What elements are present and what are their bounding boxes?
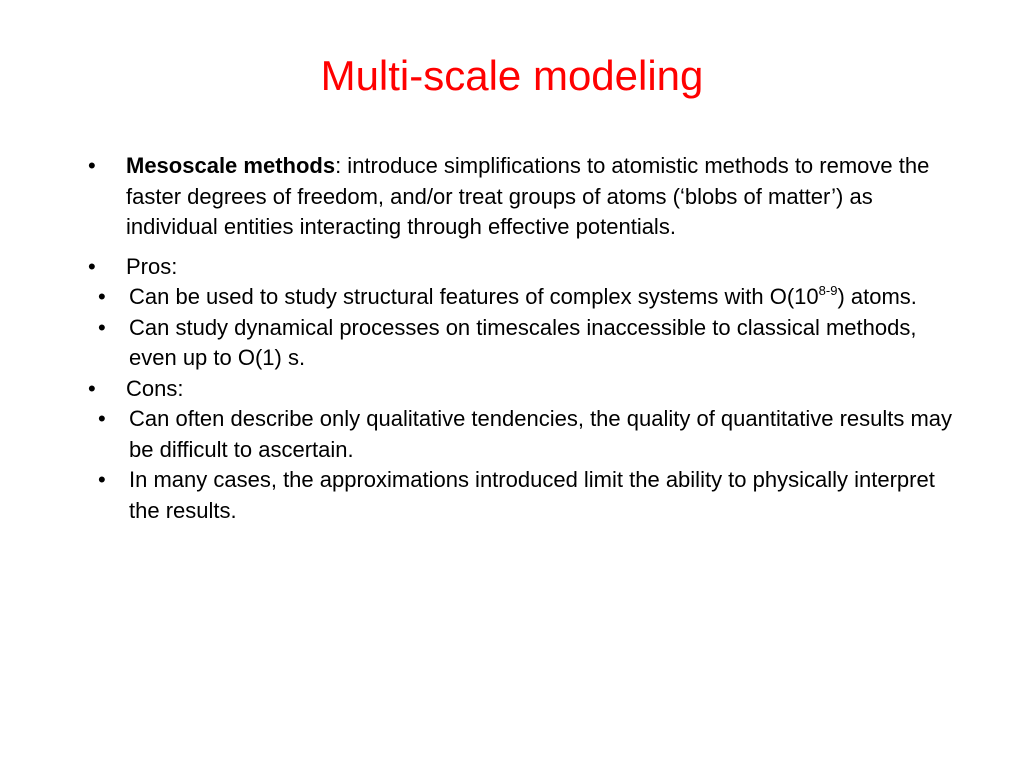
slide-title: Multi-scale modeling (320, 52, 704, 99)
bullet-dot-icon: • (98, 314, 106, 340)
mesoscale-term: Mesoscale methods (126, 153, 336, 178)
cons-item (84, 465, 954, 526)
bullet-dot-icon: • (88, 375, 96, 401)
pros-item-superscript: 8-9 (818, 282, 838, 298)
pros-item-text-end: ) atoms. (837, 284, 917, 309)
bullet-dot-icon: • (98, 406, 106, 431)
cons-item (84, 404, 954, 465)
slide-body (84, 151, 954, 526)
bullet-dot-icon: • (88, 253, 96, 279)
bullet-pros (84, 252, 954, 283)
bullet-dot-icon: • (88, 153, 96, 178)
bullet-cons (84, 374, 954, 405)
pros-item-text: Can be used to study structural features of complex systems with O(10 (129, 284, 819, 309)
cons-item-text: In many cases, the approximations introduced limit the ability to physically interpret the results. (129, 467, 935, 523)
bullet-dot-icon: • (98, 284, 106, 309)
cons-list (84, 404, 954, 526)
pros-heading: Pros: (126, 253, 178, 279)
pros-item (84, 313, 954, 374)
pros-item (84, 282, 954, 313)
cons-heading: Cons: (126, 375, 184, 401)
pros-list (84, 282, 954, 374)
cons-item-text: Can often describe only qualitative tendencies, the quality of quantitative results may be difficult to ascertain. (129, 406, 953, 462)
pros-item-text: Can study dynamical processes on timescales inaccessible to classical methods, even up to O(1) s. (129, 314, 917, 370)
bullet-mesoscale-methods (84, 151, 954, 243)
bullet-dot-icon: • (98, 467, 106, 492)
mesoscale-definition: : introduce simplifications to atomistic methods to remove the faster degrees of freedom, and/or treat groups of atoms (‘blobs of matter’) as individual entities interacting through effective potentials. (126, 153, 930, 239)
